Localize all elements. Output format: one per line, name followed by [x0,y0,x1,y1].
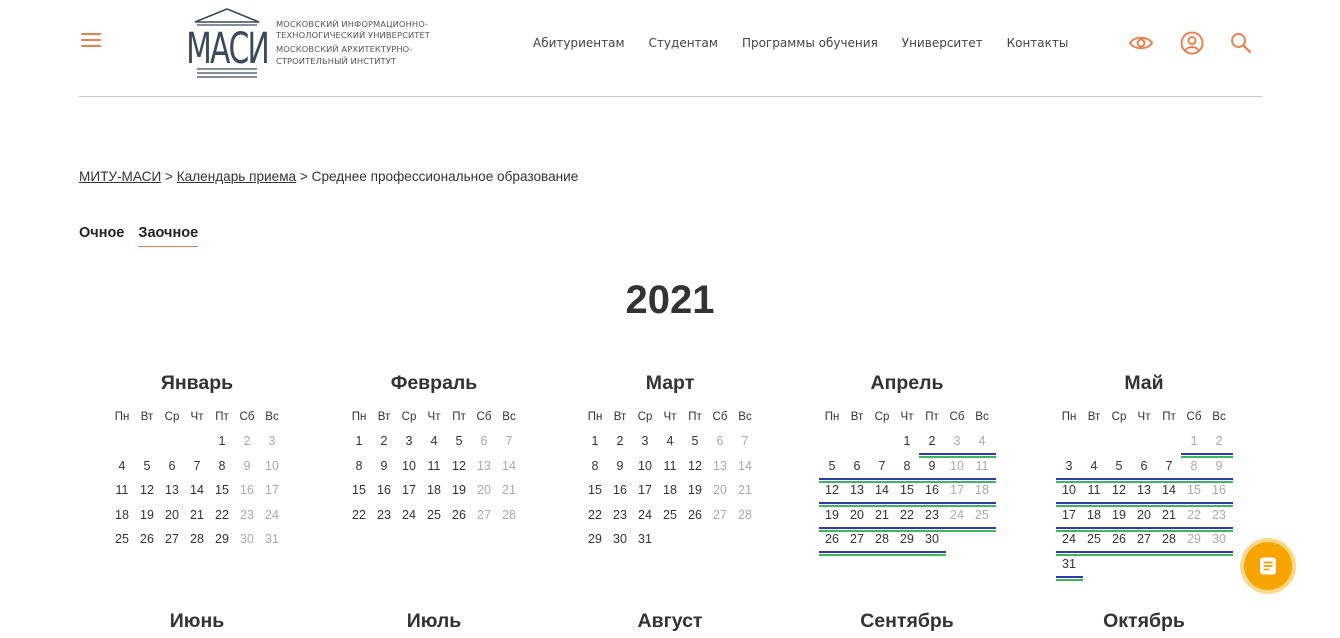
calendar-day[interactable]: 1 [903,434,911,448]
calendar-day[interactable]: 28 [502,507,516,522]
calendar-day[interactable]: 14 [1157,481,1182,506]
calendar-day[interactable]: 30 [920,530,945,555]
calendar-day[interactable]: 9 [616,458,624,473]
calendar-day[interactable]: 22 [352,507,366,522]
empty-cell [185,432,210,457]
calendar-day[interactable]: 2 [616,434,624,448]
main-nav [533,36,1068,50]
calendar-day[interactable]: 26 [820,530,845,555]
empty-cell [160,432,185,457]
calendar-day[interactable]: 30 [613,532,627,547]
calendar-day[interactable]: 13 [713,458,727,473]
calendar-day[interactable]: 13 [845,481,870,506]
calendar-day[interactable]: 17 [945,481,970,506]
weekday-label: Ср [1111,411,1127,423]
calendar-day[interactable]: 5 [691,434,699,448]
calendar-day[interactable]: 10 [402,458,416,473]
calendar-day[interactable]: 2 [1207,432,1232,457]
calendar-day[interactable]: 24 [1057,530,1082,555]
calendar-day[interactable]: 20 [165,507,179,522]
calendar-day[interactable]: 21 [1157,506,1182,531]
month-august-title: Август [637,610,703,632]
user-icon[interactable] [1179,30,1205,56]
calendar-day[interactable]: 11 [1082,481,1107,506]
weekday-label: Чт [427,411,441,423]
weekday-label: Сб [476,411,492,423]
calendar-day[interactable]: 25 [970,506,995,531]
weekday-label: Сб [239,411,255,423]
calendar-day[interactable]: 29 [1182,530,1207,555]
empty-cell [820,432,845,457]
nav-contacts[interactable]: Контакты [1006,36,1069,50]
calendar-day[interactable]: 25 [1082,530,1107,555]
calendar-day[interactable]: 13 [477,458,491,473]
weekday-label: Вт [1087,411,1101,423]
calendar-day[interactable]: 5 [143,458,151,473]
calendar-day[interactable]: 28 [1157,530,1182,555]
month-grid [110,408,285,555]
weekday-label: Пт [925,411,939,423]
weekday-label: Пт [215,411,229,423]
tab-full-time[interactable]: Очное [79,225,125,241]
calendar-day[interactable]: 21 [870,506,895,531]
logo-text: МОСКОВСКИЙ ИНФОРМАЦИОННО- ТЕХНОЛОГИЧЕСКИЙ УНИВЕРСИТЕТ МОСКОВСКИЙ АРХИТЕКТУРНО- СТРОИТЕЛЬНЫЙ ИНСТИТУТ [276,19,430,66]
breadcrumb-home[interactable]: МИТУ-МАСИ [79,169,162,184]
calendar-day[interactable]: 4 [970,432,995,457]
calendar-day[interactable]: 17 [1057,506,1082,531]
calendar-day[interactable]: 4 [1082,457,1107,482]
calendar-day[interactable]: 6 [716,434,724,448]
calendar-day[interactable]: 22 [215,507,229,522]
calendar-day[interactable]: 17 [402,483,416,498]
calendar-day[interactable]: 9 [1207,457,1232,482]
calendar-day[interactable]: 18 [1082,506,1107,531]
calendar-day[interactable]: 4 [430,434,438,448]
month-july-title: Июль [406,610,462,632]
chat-button-inner [1244,542,1292,590]
nav-university[interactable]: Университет [901,36,983,50]
calendar-day[interactable]: 8 [1182,457,1207,482]
calendar-year: 2021 [625,278,715,322]
calendar-day[interactable]: 19 [820,506,845,531]
weekday-label: Вс [502,411,516,423]
empty-cell [870,432,895,457]
calendar-day[interactable]: 11 [427,458,441,473]
calendar-day[interactable]: 29 [588,532,602,547]
calendar-day[interactable]: 1 [591,434,599,448]
calendar-day[interactable]: 24 [945,506,970,531]
calendar-day[interactable]: 1 [218,434,226,448]
empty-cell [1082,432,1107,457]
calendar-day[interactable]: 3 [641,434,649,448]
calendar-day[interactable]: 27 [165,532,179,547]
breadcrumb-separator: > [296,169,312,184]
month-september-title: Сентябрь [860,610,954,632]
empty-cell [1157,432,1182,457]
breadcrumb-current: Среднее профессиональное образование [311,169,579,184]
weekday-label: Пн [824,411,840,423]
calendar-day[interactable]: 26 [688,507,702,522]
tab-part-time[interactable]: Заочное [138,225,198,247]
calendar-day[interactable]: 20 [713,483,727,498]
calendar-day[interactable]: 24 [402,507,416,522]
calendar-day[interactable]: 14 [738,458,752,473]
masi-logo[interactable] [186,8,268,80]
weekday-label: Пт [1162,411,1176,423]
calendar-day[interactable]: 17 [638,483,652,498]
weekday-label: Пн [1061,411,1077,423]
calendar-day[interactable]: 16 [240,483,254,498]
calendar-day[interactable]: 12 [820,481,845,506]
month-grid [583,408,758,555]
weekday-label: Ср [401,411,417,423]
weekday-label: Чт [190,411,204,423]
month-title: Апрель [870,372,944,394]
calendar-day[interactable]: 21 [738,483,752,498]
month-june-title: Июнь [169,610,225,632]
weekday-label: Пн [351,411,367,423]
menu-icon[interactable] [81,33,101,47]
calendar-day[interactable]: 26 [1107,530,1132,555]
document-icon [1258,556,1278,576]
weekday-label: Ср [164,411,180,423]
svg-text:МАСИ: МАСИ [186,23,268,74]
calendar-day[interactable]: 11 [970,457,995,482]
calendar-day[interactable]: 11 [115,483,129,498]
calendar-day[interactable]: 22 [588,507,602,522]
study-form-tabs [79,225,198,247]
calendar-day[interactable]: 5 [820,457,845,482]
calendar-day[interactable]: 20 [1132,506,1157,531]
nav-applicants[interactable]: Абитуриентам [533,36,625,50]
calendar-day[interactable]: 30 [240,532,254,547]
calendar-day[interactable]: 12 [1107,481,1132,506]
calendar-day[interactable]: 18 [970,481,995,506]
weekday-label: Ср [637,411,653,423]
calendar-day[interactable]: 3 [1057,457,1082,482]
calendar-day[interactable]: 5 [1107,457,1132,482]
weekday-label: Вт [850,411,864,423]
calendar-day[interactable]: 29 [215,532,229,547]
calendar-day[interactable]: 9 [920,457,945,482]
calendar-day[interactable]: 21 [190,507,204,522]
weekday-label: Пн [114,411,130,423]
calendar-day[interactable]: 14 [502,458,516,473]
calendar-day[interactable]: 27 [845,530,870,555]
calendar-day[interactable]: 25 [115,532,129,547]
calendar-day[interactable]: 6 [1132,457,1157,482]
calendar-day[interactable]: 16 [613,483,627,498]
calendar-day[interactable]: 24 [638,507,652,522]
weekday-label: Вс [265,411,279,423]
month-title: Январь [160,372,234,394]
weekday-label: Ср [874,411,890,423]
calendar-day[interactable]: 8 [895,457,920,482]
calendar-day[interactable]: 7 [870,457,895,482]
weekday-label: Чт [663,411,677,423]
weekday-label: Вт [140,411,154,423]
month-march [577,370,763,555]
calendar-day[interactable]: 12 [688,458,702,473]
calendar-day[interactable]: 20 [845,506,870,531]
calendar-day[interactable]: 4 [666,434,674,448]
weekday-label: Пт [452,411,466,423]
search-icon[interactable] [1228,30,1254,56]
calendar-day[interactable]: 18 [663,483,677,498]
month-april [814,370,1000,555]
calendar-day[interactable]: 7 [505,434,513,448]
calendar-day[interactable]: 31 [638,532,652,547]
calendar-day[interactable]: 29 [895,530,920,555]
calendar-day[interactable]: 2 [920,432,945,457]
calendar-day[interactable]: 4 [118,458,126,473]
calendar-day[interactable]: 26 [452,507,466,522]
calendar-day[interactable]: 8 [591,458,599,473]
header-divider [79,96,1262,97]
month-grid [1057,408,1232,580]
calendar-day[interactable]: 22 [895,506,920,531]
nav-students[interactable]: Студентам [648,36,718,50]
month-may [1051,370,1237,580]
weekday-label: Сб [949,411,965,423]
calendar-day[interactable]: 28 [190,532,204,547]
calendar-day[interactable]: 15 [352,483,366,498]
calendar-day[interactable]: 27 [713,507,727,522]
calendar-day[interactable]: 16 [1207,481,1232,506]
calendar-day[interactable]: 2 [380,434,388,448]
calendar-day[interactable]: 23 [920,506,945,531]
calendar-day[interactable]: 19 [1107,506,1132,531]
calendar-day[interactable]: 10 [945,457,970,482]
empty-cell [1132,432,1157,457]
calendar-day[interactable]: 19 [688,483,702,498]
calendar-day[interactable]: 20 [477,483,491,498]
month-title: Май [1124,372,1164,394]
calendar-day[interactable]: 25 [427,507,441,522]
weekday-label: Вс [738,411,752,423]
breadcrumb-section[interactable]: Календарь приема [176,169,297,184]
weekday-label: Вс [975,411,989,423]
empty-cell [1057,432,1082,457]
calendar-day[interactable]: 12 [140,483,154,498]
month-grid [820,408,995,555]
breadcrumb [79,169,578,184]
month-grid [347,408,522,530]
calendar-day[interactable]: 19 [452,483,466,498]
calendar-day[interactable]: 19 [140,507,154,522]
calendar-day[interactable]: 13 [1132,481,1157,506]
calendar-day[interactable]: 3 [268,434,276,448]
calendar-day[interactable]: 3 [405,434,413,448]
chat-button[interactable] [1240,538,1296,594]
calendar-day[interactable]: 7 [741,434,749,448]
weekday-label: Чт [1137,411,1151,423]
weekday-label: Пт [688,411,702,423]
calendar-day[interactable]: 10 [1057,481,1082,506]
month-title: Март [645,372,695,394]
calendar-day[interactable]: 17 [265,483,279,498]
calendar-day[interactable]: 11 [663,458,677,473]
calendar-day[interactable]: 7 [193,458,201,473]
weekday-label: Вт [613,411,627,423]
calendar-day[interactable]: 9 [380,458,388,473]
calendar-day[interactable]: 12 [452,458,466,473]
calendar-day[interactable]: 27 [477,507,491,522]
calendar-day[interactable]: 31 [1057,555,1082,580]
calendar-day[interactable]: 13 [165,483,179,498]
empty-cell [135,432,160,457]
calendar-day[interactable]: 21 [502,483,516,498]
calendar-day[interactable]: 15 [215,483,229,498]
calendar-day[interactable]: 15 [895,481,920,506]
calendar-day[interactable]: 18 [115,507,129,522]
calendar-day[interactable]: 6 [480,434,488,448]
calendar-day[interactable]: 6 [845,457,870,482]
breadcrumb-separator: > [161,169,177,184]
calendar-day[interactable]: 8 [355,458,363,473]
month-february [341,370,527,530]
calendar-day[interactable]: 22 [1182,506,1207,531]
calendar-day[interactable]: 18 [427,483,441,498]
calendar-day[interactable]: 15 [1182,481,1207,506]
empty-cell [1107,432,1132,457]
empty-cell [845,432,870,457]
calendar-day[interactable]: 31 [265,532,279,547]
calendar-day[interactable]: 23 [240,507,254,522]
calendar-day[interactable]: 14 [190,483,204,498]
calendar-day[interactable]: 24 [265,507,279,522]
calendar-day[interactable]: 1 [1182,432,1207,457]
calendar-day[interactable]: 6 [168,458,176,473]
weekday-label: Пн [587,411,603,423]
calendar-day[interactable]: 7 [1157,457,1182,482]
calendar-day[interactable]: 14 [870,481,895,506]
calendar-day[interactable]: 28 [870,530,895,555]
weekday-label: Сб [1186,411,1202,423]
calendar-day[interactable]: 3 [945,432,970,457]
calendar-day[interactable]: 16 [377,483,391,498]
month-january [104,370,290,555]
empty-cell [110,432,135,457]
calendar-day[interactable]: 1 [355,434,363,448]
nav-programs[interactable]: Программы обучения [741,36,878,50]
weekday-label: Чт [900,411,914,423]
eye-icon[interactable] [1128,30,1154,56]
calendar-day[interactable]: 23 [377,507,391,522]
weekday-label: Вс [1212,411,1226,423]
calendar-day[interactable]: 25 [663,507,677,522]
calendar-day[interactable]: 26 [140,532,154,547]
calendar-day[interactable]: 28 [738,507,752,522]
calendar-day[interactable]: 23 [613,507,627,522]
calendar-day[interactable]: 10 [638,458,652,473]
weekday-label: Вт [377,411,391,423]
calendar-day[interactable]: 9 [243,458,251,473]
calendar-day[interactable]: 23 [1207,506,1232,531]
month-october-title: Октябрь [1103,610,1185,632]
calendar-day[interactable]: 27 [1132,530,1157,555]
calendar-day[interactable]: 16 [920,481,945,506]
weekday-label: Сб [712,411,728,423]
month-title: Февраль [390,372,478,394]
calendar-day[interactable]: 10 [265,458,279,473]
calendar-day[interactable]: 15 [588,483,602,498]
calendar-day[interactable]: 30 [1207,530,1232,555]
calendar-day[interactable]: 8 [218,458,226,473]
calendar-day[interactable]: 5 [455,434,463,448]
calendar-day[interactable]: 2 [243,434,251,448]
